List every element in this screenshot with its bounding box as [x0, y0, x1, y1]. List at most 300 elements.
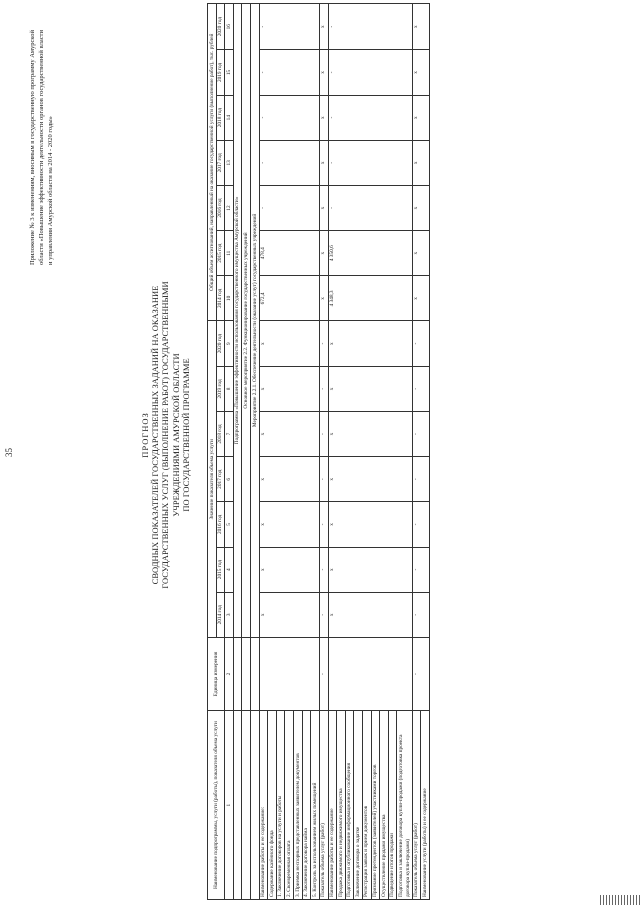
volume-cell [337, 321, 346, 366]
column-number: 13 [225, 140, 234, 185]
volume-cell [337, 457, 346, 502]
column-number: 14 [225, 95, 234, 140]
table-row [294, 4, 303, 900]
funds-cell [397, 4, 412, 50]
funds-cell [354, 4, 363, 50]
funds-cell [371, 276, 380, 321]
funds-cell: х [412, 276, 421, 321]
funds-cell [371, 50, 380, 95]
funds-cell [268, 4, 277, 50]
row-name: Подготовка и заключение договора купли-продажи (подготовка проекта договора купли-продажи) [397, 711, 412, 900]
volume-cell [337, 547, 346, 592]
year-header: 2015 год [216, 231, 225, 276]
funds-cell [380, 140, 389, 185]
header-name: Наименование подпрограммы, услуги (работы), показателя объема услуги [208, 711, 225, 900]
funds-cell: - [328, 50, 337, 95]
row-unit: - [319, 637, 328, 710]
row-name: Наименование услуги (работы) и ее содержание [421, 711, 430, 900]
volume-cell: х [259, 502, 268, 547]
volume-cell [302, 547, 311, 592]
funds-cell [337, 276, 346, 321]
row-unit [421, 637, 430, 710]
volume-cell [380, 457, 389, 502]
funds-cell [421, 140, 430, 185]
table-row [268, 4, 277, 900]
table-row [276, 4, 285, 900]
funds-cell [362, 4, 371, 50]
binding-mark [600, 895, 640, 905]
volume-cell [285, 321, 294, 366]
volume-cell [421, 592, 430, 637]
volume-cell [285, 592, 294, 637]
funds-cell [302, 276, 311, 321]
funds-cell [302, 231, 311, 276]
row-unit [285, 637, 294, 710]
funds-cell [285, 231, 294, 276]
funds-cell [397, 231, 412, 276]
funds-cell [354, 231, 363, 276]
funds-cell [294, 185, 303, 230]
funds-cell [345, 140, 354, 185]
volume-cell [345, 592, 354, 637]
funds-cell [285, 50, 294, 95]
funds-cell [311, 95, 320, 140]
year-header: 2020 год [216, 4, 225, 50]
row-unit [388, 637, 397, 710]
volume-cell [311, 457, 320, 502]
volume-cell: х [259, 411, 268, 456]
funds-cell [294, 50, 303, 95]
table-body [208, 4, 430, 900]
volume-cell [421, 547, 430, 592]
table-row [362, 4, 371, 900]
volume-cell [302, 411, 311, 456]
row-name: Осуществление продажи имущества [380, 711, 389, 900]
table-row [319, 4, 328, 900]
volume-cell [371, 592, 380, 637]
funds-cell: - [259, 185, 268, 230]
volume-cell [354, 366, 363, 411]
column-number: 5 [225, 502, 234, 547]
row-unit [311, 637, 320, 710]
funds-cell [285, 185, 294, 230]
volume-cell [276, 411, 285, 456]
funds-cell [285, 140, 294, 185]
funds-cell [388, 50, 397, 95]
volume-cell [345, 547, 354, 592]
funds-cell [397, 50, 412, 95]
volume-cell [294, 366, 303, 411]
funds-cell [354, 140, 363, 185]
volume-cell [311, 321, 320, 366]
funds-cell [345, 50, 354, 95]
funds-cell: х [412, 140, 421, 185]
funds-cell: 4 350,6 [328, 231, 337, 276]
funds-cell [268, 50, 277, 95]
volume-cell [302, 502, 311, 547]
volume-cell: - [412, 592, 421, 637]
volume-cell [276, 502, 285, 547]
column-number: 7 [225, 411, 234, 456]
funds-cell [294, 95, 303, 140]
year-header: 2016 год [216, 502, 225, 547]
volume-cell [397, 592, 412, 637]
funds-cell [380, 276, 389, 321]
row-name: Регистрация заявок и прием документов [362, 711, 371, 900]
funds-cell: х [412, 231, 421, 276]
table-row [421, 4, 430, 900]
funds-cell [362, 276, 371, 321]
funds-cell [421, 4, 430, 50]
volume-cell [302, 321, 311, 366]
year-header: 2014 год [216, 276, 225, 321]
volume-cell [285, 411, 294, 456]
funds-cell [397, 95, 412, 140]
row-name: 5. Контроль за использованием жилых помещений [311, 711, 320, 900]
table-row [337, 4, 346, 900]
volume-cell [362, 457, 371, 502]
funds-cell [421, 231, 430, 276]
header-row-groups [208, 4, 217, 900]
row-name: 4. Заключение договора найма [302, 711, 311, 900]
funds-cell [362, 185, 371, 230]
funds-cell [311, 50, 320, 95]
funds-cell [388, 231, 397, 276]
column-number: 8 [225, 366, 234, 411]
volume-cell [421, 411, 430, 456]
funds-cell [276, 95, 285, 140]
row-name: Подготовка и опубликование информационного сообщения [345, 711, 354, 900]
row-name: Содержание казённого фонда [268, 711, 277, 900]
funds-cell [388, 4, 397, 50]
volume-cell: х [328, 502, 337, 547]
header-funds-group: Общий объем ассигнований, направленный на оказание государственной услуги (выполнение работ), тыс. рублей [208, 4, 217, 322]
funds-cell [268, 185, 277, 230]
volume-cell [311, 547, 320, 592]
year-header: 2015 год [216, 547, 225, 592]
funds-cell [311, 185, 320, 230]
row-unit [259, 637, 268, 710]
funds-cell [337, 231, 346, 276]
volume-cell: - [319, 457, 328, 502]
funds-cell [388, 140, 397, 185]
column-number: 3 [225, 592, 234, 637]
funds-cell [421, 95, 430, 140]
funds-cell [421, 50, 430, 95]
year-header: 2019 год [216, 50, 225, 95]
funds-cell [371, 140, 380, 185]
volume-cell [337, 592, 346, 637]
volume-cell [268, 457, 277, 502]
volume-cell [294, 592, 303, 637]
funds-cell: - [259, 140, 268, 185]
volume-cell: - [319, 547, 328, 592]
funds-cell [294, 276, 303, 321]
section-title: Подпрограмма «Повышение эффективности использования государственного имущества Амурской области» [233, 4, 242, 638]
volume-cell: х [328, 592, 337, 637]
column-number: 12 [225, 185, 234, 230]
volume-cell [388, 592, 397, 637]
section-row [251, 4, 260, 900]
funds-cell [311, 276, 320, 321]
volume-cell: - [412, 321, 421, 366]
volume-cell [380, 547, 389, 592]
volume-cell [397, 321, 412, 366]
volume-cell [388, 411, 397, 456]
volume-cell [371, 547, 380, 592]
title-line: УЧРЕЖДЕНИЯМИ АМУРСКОЙ ОБЛАСТИ [170, 353, 181, 517]
year-header: 2019 год [216, 366, 225, 411]
funds-cell [362, 95, 371, 140]
funds-cell: - [328, 4, 337, 50]
funds-cell: х [412, 50, 421, 95]
funds-cell [276, 276, 285, 321]
row-name: 1. Заключение договоров на услуги и работы [276, 711, 285, 900]
row-unit: - [412, 637, 421, 710]
funds-cell: х [319, 231, 328, 276]
funds-cell [371, 231, 380, 276]
volume-cell [354, 411, 363, 456]
column-number: 6 [225, 457, 234, 502]
volume-cell [397, 502, 412, 547]
column-number: 16 [225, 4, 234, 50]
year-header: 2016 год [216, 185, 225, 230]
section-row [233, 4, 242, 900]
year-header: 2018 год [216, 95, 225, 140]
row-unit [345, 637, 354, 710]
funds-cell [311, 140, 320, 185]
volume-cell [388, 366, 397, 411]
volume-cell [371, 457, 380, 502]
volume-cell [311, 411, 320, 456]
volume-cell [397, 547, 412, 592]
title-line: СВОДНЫХ ПОКАЗАТЕЛЕЙ ГОСУДАРСТВЕННЫХ ЗАДАНИЙ НА ОКАЗАНИЕ [150, 285, 161, 585]
year-header: 2020 год [216, 321, 225, 366]
funds-cell [285, 4, 294, 50]
funds-cell [388, 276, 397, 321]
volume-cell [421, 502, 430, 547]
column-number: 10 [225, 276, 234, 321]
row-unit [302, 637, 311, 710]
row-name: Подведение итогов продажи [388, 711, 397, 900]
funds-cell: х [319, 50, 328, 95]
volume-cell [345, 502, 354, 547]
funds-cell [362, 231, 371, 276]
volume-cell [362, 502, 371, 547]
funds-cell [421, 276, 430, 321]
row-unit [362, 637, 371, 710]
funds-cell: х [319, 276, 328, 321]
page-number: 35 [4, 448, 14, 457]
funds-cell [337, 4, 346, 50]
funds-cell [397, 140, 412, 185]
volume-cell [345, 366, 354, 411]
volume-cell: - [319, 592, 328, 637]
volume-cell [294, 321, 303, 366]
volume-cell [354, 547, 363, 592]
volume-cell [362, 321, 371, 366]
row-unit [328, 637, 337, 710]
volume-cell [354, 321, 363, 366]
funds-cell [276, 140, 285, 185]
funds-cell [311, 4, 320, 50]
table-row [285, 4, 294, 900]
header-volume-group: Значение показателя объема услуги [208, 321, 217, 637]
funds-cell: - [259, 50, 268, 95]
funds-cell [371, 95, 380, 140]
column-number: 1 [225, 711, 234, 900]
volume-cell [421, 457, 430, 502]
column-number: 15 [225, 50, 234, 95]
funds-cell [380, 4, 389, 50]
volume-cell [294, 502, 303, 547]
funds-cell [285, 276, 294, 321]
section-empty-cell [242, 711, 251, 900]
column-number: 9 [225, 321, 234, 366]
column-number: 2 [225, 637, 234, 710]
funds-cell [354, 185, 363, 230]
row-name: 3. Приемка неспорных представленных заявителем документов [294, 711, 303, 900]
section-empty-cell [233, 711, 242, 900]
volume-cell [345, 457, 354, 502]
funds-cell [345, 276, 354, 321]
funds-cell: х [319, 95, 328, 140]
volume-cell [285, 502, 294, 547]
funds-cell [371, 185, 380, 230]
volume-cell: - [412, 366, 421, 411]
funds-cell [268, 140, 277, 185]
volume-cell [294, 411, 303, 456]
funds-cell [362, 140, 371, 185]
table-row [380, 4, 389, 900]
section-empty-cell [251, 711, 260, 900]
appendix-note: Приложение № 3 к изменениям, вносимым в государственную программу Амурской области «Повышение эффективности деятельности органов государственной власти и управления Амурской области на 2014 - 2020 годы» [29, 30, 55, 265]
funds-cell: - [259, 4, 268, 50]
volume-cell [337, 366, 346, 411]
funds-cell [294, 4, 303, 50]
funds-cell [294, 140, 303, 185]
volume-cell: х [328, 411, 337, 456]
row-name: Показатель объема услуг (работ) [412, 711, 421, 900]
volume-cell [276, 457, 285, 502]
volume-cell: - [412, 502, 421, 547]
volume-cell: х [259, 592, 268, 637]
funds-cell [345, 4, 354, 50]
volume-cell [268, 411, 277, 456]
document-title [140, 225, 191, 645]
volume-cell [388, 547, 397, 592]
funds-cell [302, 140, 311, 185]
volume-cell [388, 321, 397, 366]
volume-cell: х [259, 457, 268, 502]
funds-cell [337, 95, 346, 140]
title-line: ПРОГНОЗ [140, 412, 150, 458]
funds-cell [380, 95, 389, 140]
column-number: 4 [225, 547, 234, 592]
volume-cell [362, 592, 371, 637]
table-row [371, 4, 380, 900]
volume-cell [302, 457, 311, 502]
funds-cell [388, 95, 397, 140]
volume-cell [362, 366, 371, 411]
volume-cell [380, 321, 389, 366]
volume-cell: х [259, 321, 268, 366]
volume-cell: - [319, 366, 328, 411]
funds-cell [268, 276, 277, 321]
funds-cell: х [319, 4, 328, 50]
forecast-table [207, 3, 430, 900]
year-header: 2017 год [216, 457, 225, 502]
funds-cell: х [412, 95, 421, 140]
volume-cell: х [328, 457, 337, 502]
funds-cell [276, 185, 285, 230]
section-title: Основное мероприятие 2.2. Функционирование государственных учреждений [242, 4, 251, 638]
volume-cell [345, 321, 354, 366]
volume-cell: - [412, 547, 421, 592]
funds-cell [397, 276, 412, 321]
funds-cell [388, 185, 397, 230]
table-row [412, 4, 421, 900]
row-name: Показатель объема услуг (работ) [319, 711, 328, 900]
volume-cell [294, 457, 303, 502]
volume-cell [380, 411, 389, 456]
funds-cell [276, 231, 285, 276]
funds-cell [337, 140, 346, 185]
volume-cell [285, 457, 294, 502]
funds-cell [345, 231, 354, 276]
table-row [311, 4, 320, 900]
volume-cell [397, 366, 412, 411]
funds-cell [302, 4, 311, 50]
volume-cell [354, 457, 363, 502]
volume-cell [276, 321, 285, 366]
section-row [242, 4, 251, 900]
volume-cell [268, 592, 277, 637]
volume-cell [285, 366, 294, 411]
volume-cell: х [328, 366, 337, 411]
volume-cell [421, 366, 430, 411]
volume-cell [294, 547, 303, 592]
funds-cell [268, 231, 277, 276]
volume-cell [354, 592, 363, 637]
funds-cell [345, 95, 354, 140]
column-number: 11 [225, 231, 234, 276]
funds-cell [276, 4, 285, 50]
volume-cell [362, 411, 371, 456]
year-header: 2014 год [216, 592, 225, 637]
volume-cell [302, 366, 311, 411]
row-name: Наименование работы и ее содержание: [259, 711, 268, 900]
volume-cell: х [328, 321, 337, 366]
volume-cell: х [259, 547, 268, 592]
section-title: Мероприятие 2.2.1. Обеспечение деятельности (оказание услуг) государственных учреждений [251, 4, 260, 638]
title-line: ГОСУДАРСТВЕННЫХ УСЛУГ (ВЫПОЛНЕНИЕ РАБОТ) ГОСУДАРСТВЕННЫМИ [160, 281, 171, 589]
volume-cell [337, 411, 346, 456]
volume-cell [311, 366, 320, 411]
volume-cell: - [319, 411, 328, 456]
row-unit [371, 637, 380, 710]
funds-cell [294, 231, 303, 276]
row-name: Заключение договора о задатке [354, 711, 363, 900]
funds-cell [302, 185, 311, 230]
funds-cell [354, 95, 363, 140]
funds-cell [302, 95, 311, 140]
row-name: 2. Своевременная оплата [285, 711, 294, 900]
funds-cell: - [328, 140, 337, 185]
table-row [259, 4, 268, 900]
funds-cell: х [412, 185, 421, 230]
volume-cell [371, 502, 380, 547]
